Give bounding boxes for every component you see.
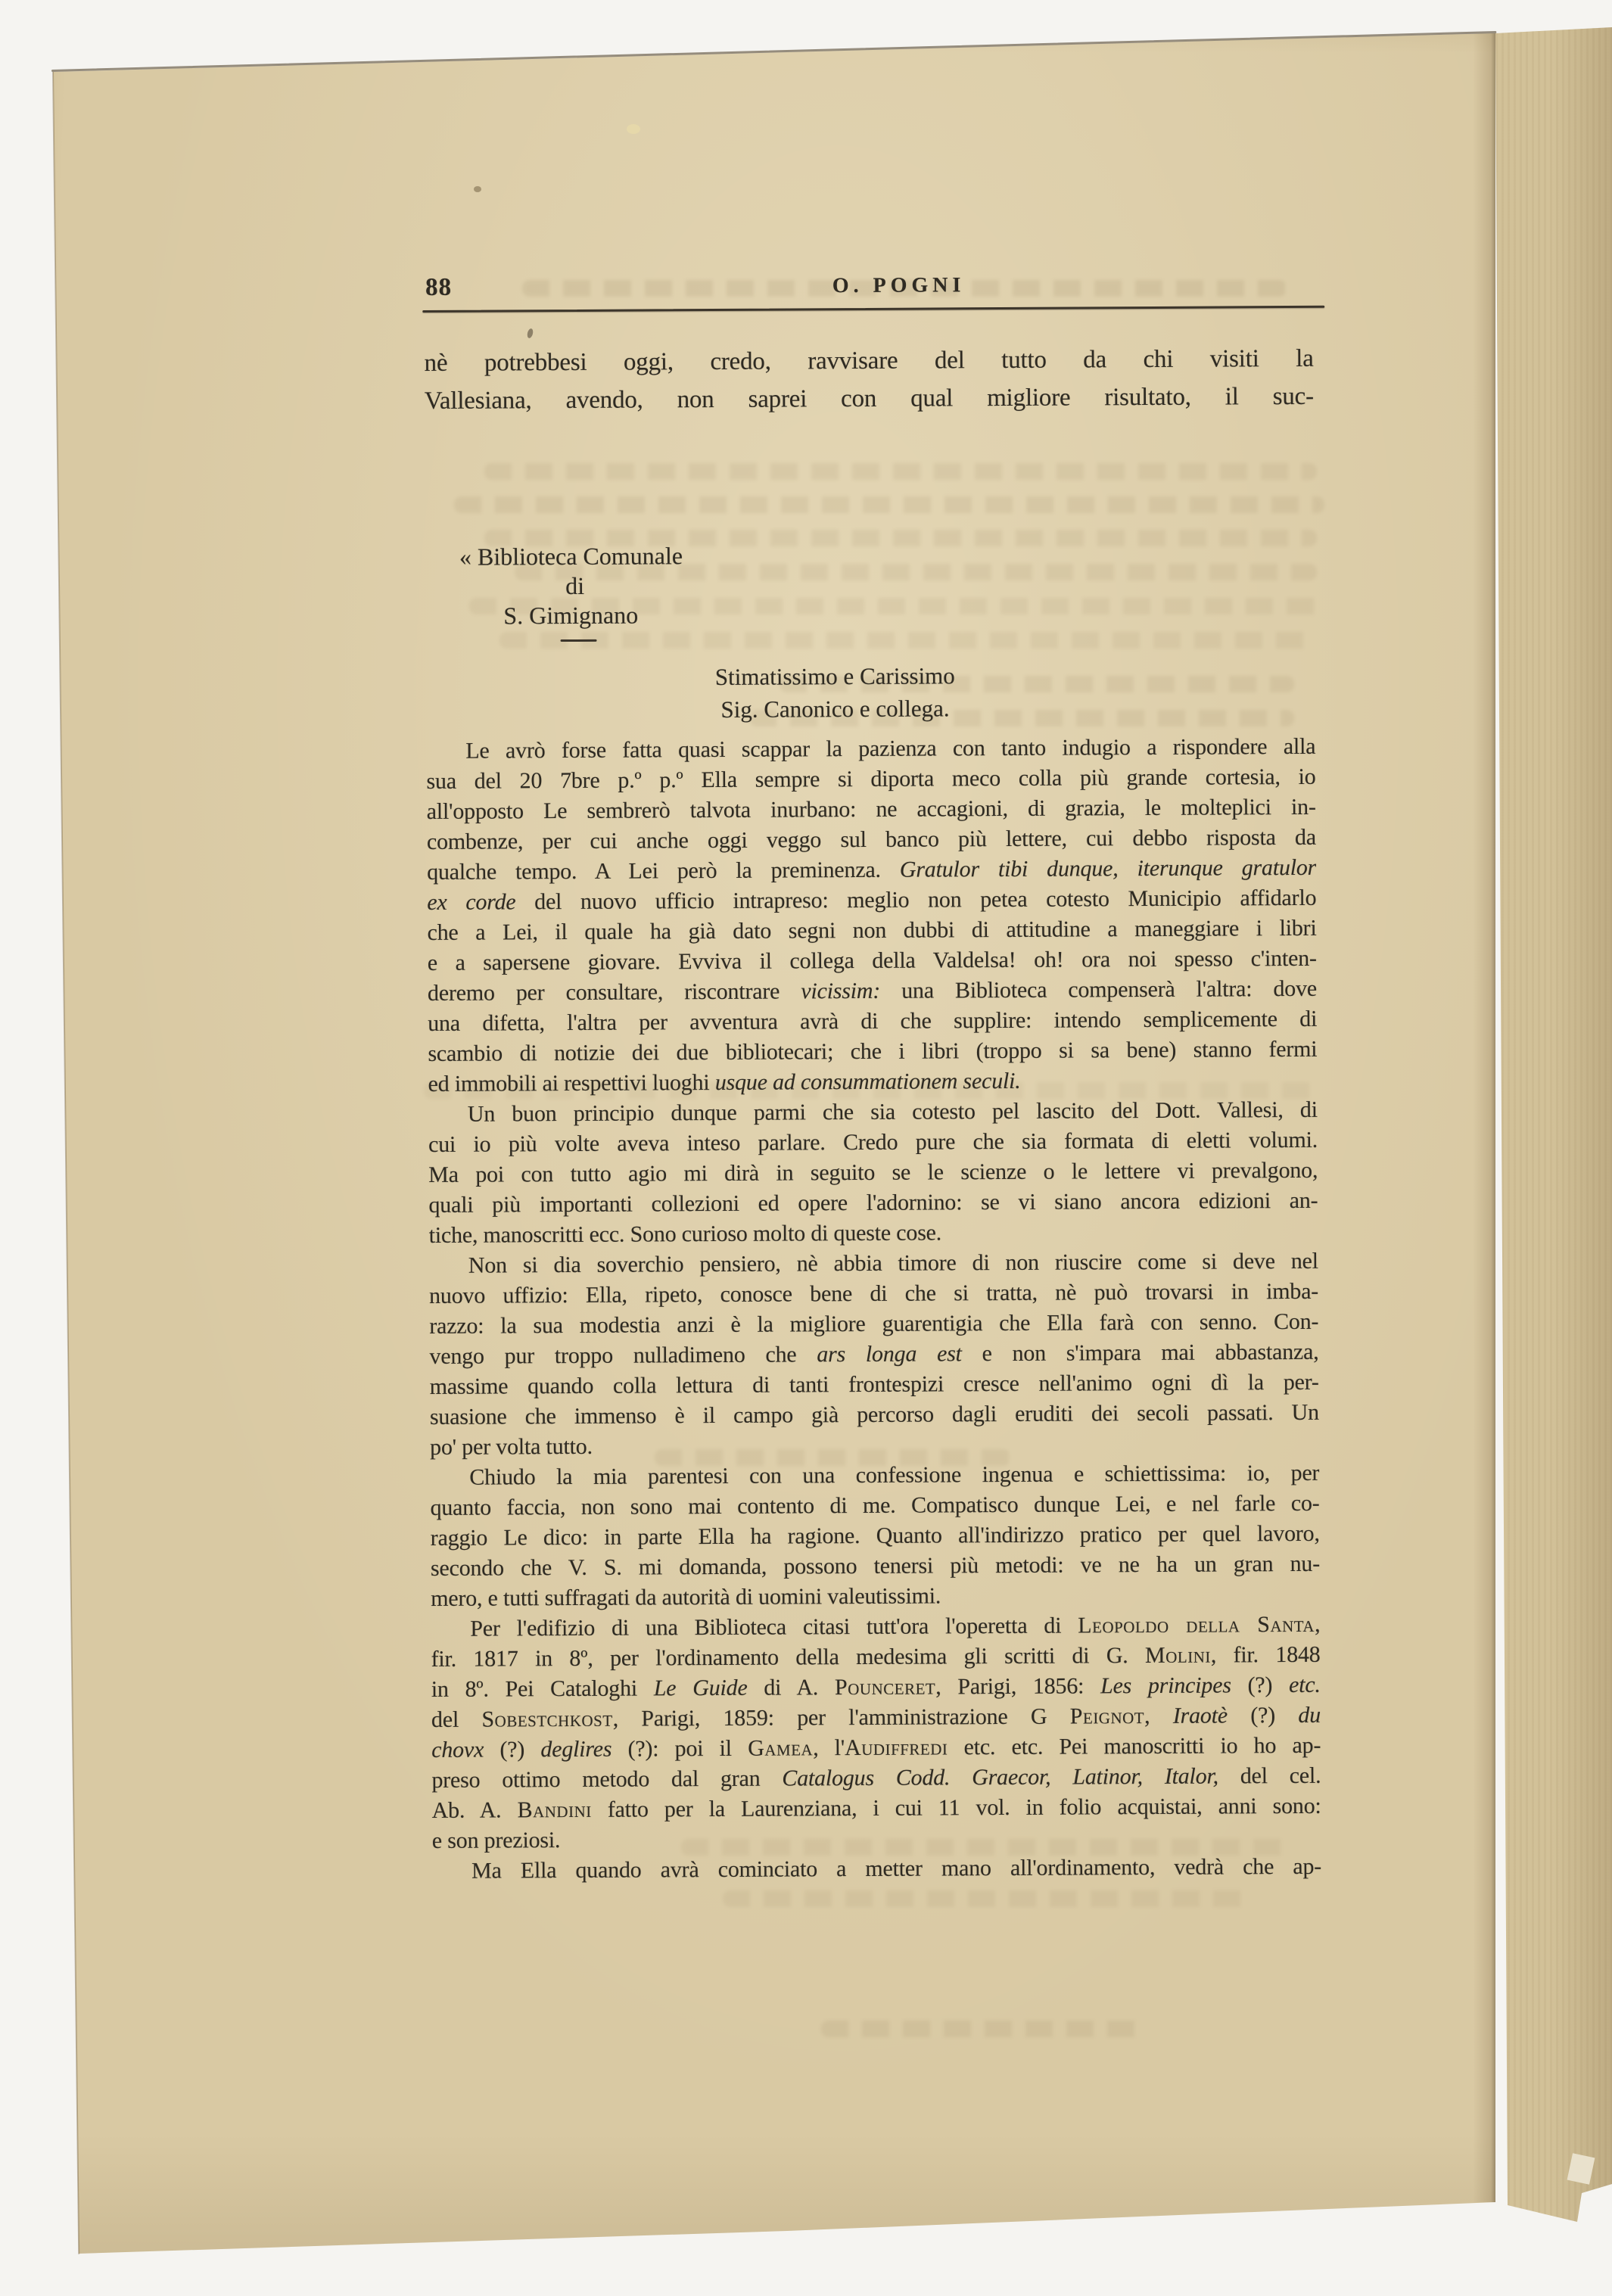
body-paragraph xyxy=(431,1610,1321,1856)
text-line: nuovo uffizio: Ella, ripeto, conosce bene di che si tratta, nè può trovarsi in imba- xyxy=(428,1278,1319,1308)
text-line: razzo: la sua modestia anzi è la migliore guarentigia che Ella farà con senno. Con- xyxy=(429,1308,1319,1339)
printed-text-block xyxy=(424,269,1321,1887)
text-line: Chiudo la mia parentesi con una confessione ingenua e schiettissima: io, per xyxy=(469,1460,1320,1490)
text-line: chovx (?) deglires (?): poi il Gamea, l'Audiffredi etc. etc. Pei manoscritti io ho ap- xyxy=(431,1732,1321,1762)
body-paragraph xyxy=(429,1246,1319,1463)
page-header xyxy=(424,269,1313,300)
text-line: nè potrebbesi oggi, credo, ravvisare del tutto da chi visiti la xyxy=(424,344,1314,377)
foxing-spot xyxy=(627,124,640,134)
gutter-crease xyxy=(1473,33,1495,2202)
text-line: vengo pur troppo nulladimeno che ars longa est e non s'impara mai abbastanza, xyxy=(429,1339,1319,1369)
body-paragraph xyxy=(432,1852,1321,1887)
text-line: quanto faccia, non sono mai contento di me. Compatisco dunque Lei, e nel farle co- xyxy=(430,1490,1320,1520)
text-line: Ab. A. Bandini fatto per la Laurenziana, i cui 11 vol. in folio acquistai, anni sono: xyxy=(431,1793,1321,1823)
text-line: tiche, manoscritti ecc. Sono curioso molto di queste cose. xyxy=(428,1220,942,1248)
text-line: una difetta, l'altra per avventura avrà di che supplire: intendo semplicemente di xyxy=(428,1006,1318,1036)
text-line: secondo che V. S. mi domanda, possono tenersi più metodi: ve ne ha un gran nu- xyxy=(430,1551,1321,1581)
address-line: S. Gimignano xyxy=(503,601,639,630)
salutation-line: Stimatissimo e Carissimo xyxy=(714,662,955,690)
text-line: del Sobestchkost, Parigi, 1859: per l'amministrazione G Peignot, Iraotè (?) du xyxy=(431,1702,1321,1732)
text-line: Un buon principio dunque parmi che sia cotesto pel lascito del Dott. Vallesi, di xyxy=(467,1097,1318,1127)
text-line: e son preziosi. xyxy=(431,1828,561,1853)
salutation-line: Sig. Canonico e collega. xyxy=(720,695,950,723)
running-title: O. POGNI xyxy=(832,273,966,298)
text-line: Ma poi con tutto agio mi dirà in seguito se le scienze o le lettere vi prevalgono, xyxy=(428,1157,1318,1187)
header-rule xyxy=(422,306,1324,313)
opening-paragraph xyxy=(424,340,1314,420)
letter-body xyxy=(426,732,1321,1887)
text-line: fir. 1817 in 8º, per l'ordinamento della medesima gli scritti di G. Molini, fir. 1848 xyxy=(431,1641,1321,1672)
address-line: di xyxy=(565,571,585,600)
text-line: ed immobili ai respettivi luoghi usque ad consummationem seculi. xyxy=(428,1068,1021,1097)
text-line: qualche tempo. A Lei però la preminenza. Gratulor tibi dunque, iterunque gratulor xyxy=(427,854,1317,885)
bleed-through-text xyxy=(821,2021,1147,2037)
text-line: suasione che immenso è il campo già percorso dagli eruditi dei secoli passati. Un xyxy=(429,1399,1319,1430)
text-line: quali più importanti collezioni ed opere l'adornino: se vi siano ancora edizioni an- xyxy=(428,1187,1318,1218)
body-paragraph xyxy=(426,732,1317,1100)
text-line: all'opposto Le sembrerò talvota inurbano: ne accagioni, di grazia, le molteplici in- xyxy=(426,794,1316,824)
text-line: ex corde del nuovo ufficio intrapreso: meglio non petea cotesto Municipio affidarlo xyxy=(427,885,1317,915)
text-line: Non si dia soverchio pensiero, nè abbia timore di non riuscire come si deve nel xyxy=(468,1248,1318,1278)
bleed-through-text xyxy=(723,1890,1253,1907)
text-line: preso ottimo metodo dal gran Catalogus Codd. Graecor, Latinor, Italor, del cel. xyxy=(431,1762,1321,1793)
text-line: Le avrò forse fatta quasi scappar la pazienza con tanto indugio a rispondere alla xyxy=(465,733,1316,764)
text-line: sua del 20 7bre p.º p.º Ella sempre si diporta meco colla più grande cortesia, io xyxy=(426,764,1316,794)
address-line: « Biblioteca Comunale xyxy=(459,542,683,571)
text-line: po' per volta tutto. xyxy=(430,1433,593,1460)
text-line: che a Lei, il quale ha già dato segni non dubbi di attitudine a maneggiare i libri xyxy=(427,915,1317,945)
sender-address xyxy=(425,538,1315,642)
foxing-spot xyxy=(474,186,481,192)
text-line: raggio Le dico: in parte Ella ha ragione. Quanto all'indirizzo pratico per quel lavoro, xyxy=(430,1520,1320,1551)
body-paragraph xyxy=(430,1458,1320,1614)
page-number: 88 xyxy=(425,273,453,301)
text-line: mero, e tutti suffragati da autorità di uomini valeutissimi. xyxy=(431,1583,941,1611)
text-line: in 8º. Pei Cataloghi Le Guide di A. Pounceret, Parigi, 1856: Les principes (?) etc. xyxy=(431,1672,1321,1702)
address-divider xyxy=(561,639,597,642)
body-paragraph xyxy=(428,1095,1318,1251)
text-line: Vallesiana, avendo, non saprei con qual migliore risultato, il suc- xyxy=(424,382,1314,415)
text-line: cui io più volte aveva inteso parlare. Credo pure che sia formata di eletti volumi. xyxy=(428,1127,1318,1157)
text-line: scambio di notizie dei due bibliotecari; che i libri (troppo si sa bene) stanno fermi xyxy=(428,1036,1318,1066)
text-line: massime quando colla lettura di tanti frontespizi cresce nell'animo ogni dì la per- xyxy=(429,1369,1319,1399)
text-line: combenze, per cui anche oggi veggo sul banco più lettere, cui debbo risposta da xyxy=(426,824,1316,854)
text-line: deremo per consultare, riscontrare vicissim: una Biblioteca compenserà l'altra: dove xyxy=(427,975,1318,1006)
text-line: Ma Ella quando avrà cominciato a metter mano all'ordinamento, vedrà che ap- xyxy=(471,1853,1322,1884)
text-line: e a sapersene giovare. Evviva il collega della Valdelsa! oh! ora noi spesso c'inten- xyxy=(427,945,1317,975)
salutation xyxy=(391,658,1280,727)
text-line: Per l'edifizio di una Biblioteca citasi tutt'ora l'operetta di Leopoldo della Santa, xyxy=(470,1611,1321,1641)
